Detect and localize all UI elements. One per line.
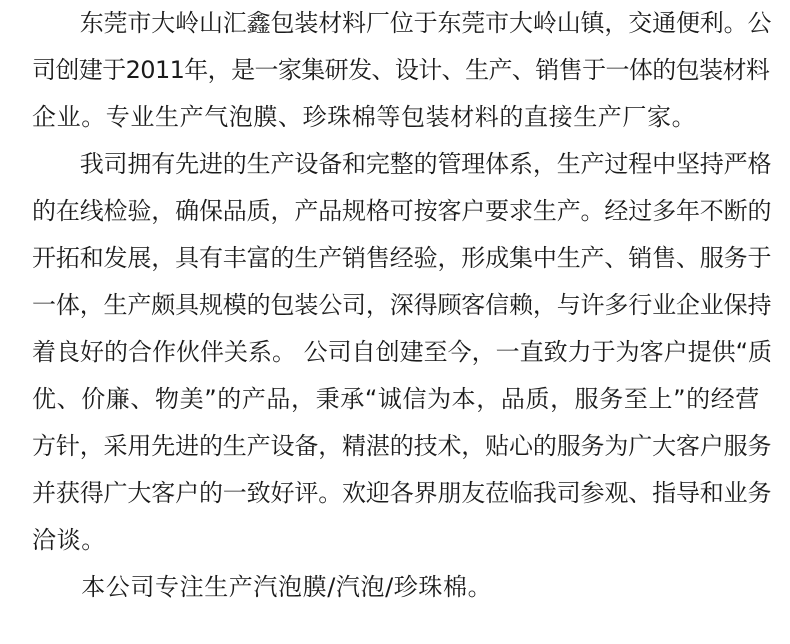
text-line: 本公司专注生产汽泡膜/汽泡/珍珠棉。 xyxy=(32,573,493,601)
text-line: 洽谈。 xyxy=(32,526,106,554)
text-line: 一体，生产颇具规模的包装公司，深得顾客信赖，与许多行业企业保持 xyxy=(32,291,772,319)
text-line: 并获得广大客户的一致好评。欢迎各界朋友莅临我司参观、指导和业务 xyxy=(32,479,772,507)
text-line: 着良好的合作伙伴关系。 公司自创建至今，一直致力于为客户提供“质 xyxy=(32,338,773,366)
text-line: 的在线检验，确保品质，产品规格可按客户要求生产。经过多年不断的 xyxy=(32,197,772,225)
text-line: 我司拥有先进的生产设备和完整的管理体系，生产过程中坚持严格 xyxy=(32,150,772,178)
paragraph-capabilities xyxy=(32,141,772,564)
text-line: 司创建于2011年，是一家集研发、设计、生产、销售于一体的包装材料 xyxy=(32,56,770,84)
text-line: 优、价廉、物美”的产品，秉承“诚信为本，品质，服务至上”的经营 xyxy=(32,385,760,413)
document-body xyxy=(32,0,772,611)
paragraph-intro xyxy=(32,0,772,141)
text-line: 企业。专业生产气泡膜、珍珠棉等包装材料的直接生产厂家。 xyxy=(32,103,697,131)
text-line: 方针，采用先进的生产设备，精湛的技术，贴心的服务为广大客户服务 xyxy=(32,432,772,460)
text-line: 东莞市大岭山汇鑫包装材料厂位于东莞市大岭山镇，交通便利。公 xyxy=(32,9,772,37)
text-line: 开拓和发展，具有丰富的生产销售经验，形成集中生产、销售、服务于 xyxy=(32,244,772,272)
paragraph-focus xyxy=(32,564,772,611)
